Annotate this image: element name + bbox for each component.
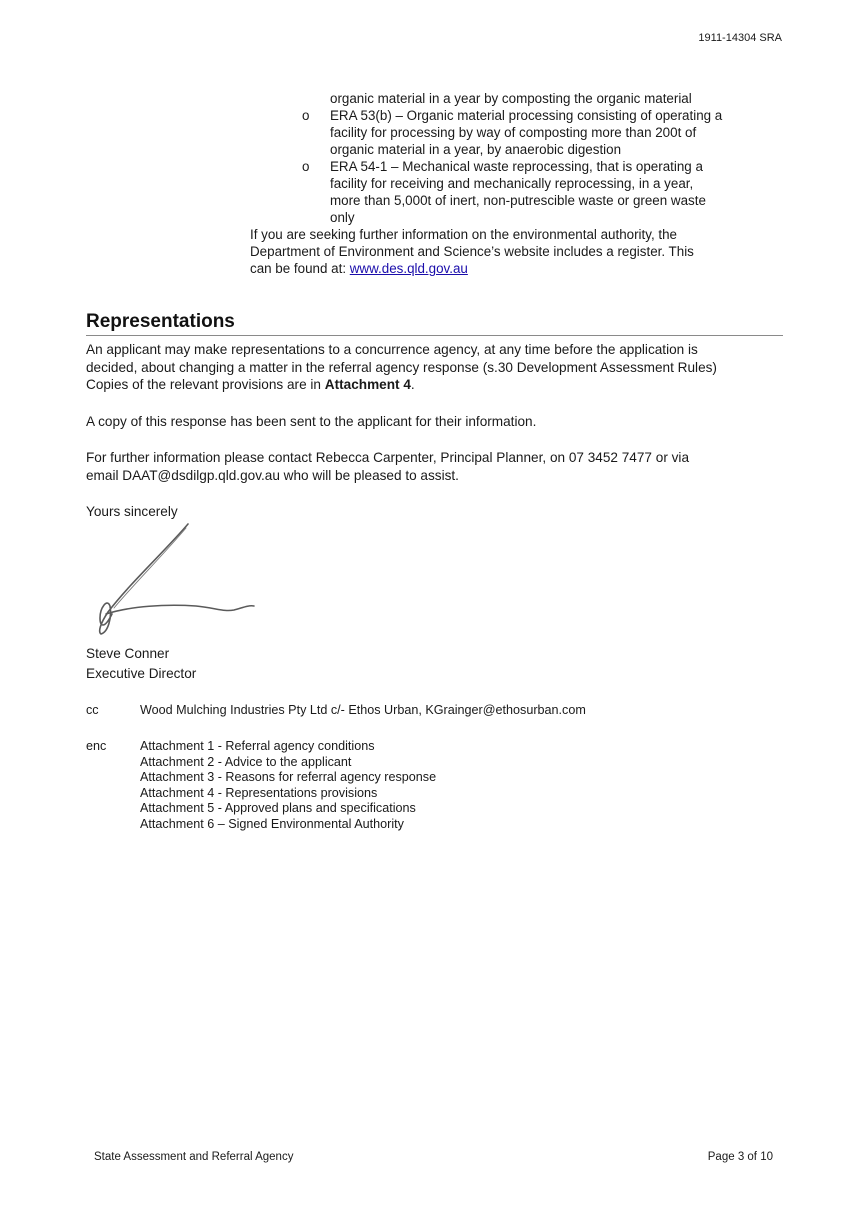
signature-image [86, 520, 266, 645]
list-item: Attachment 5 - Approved plans and specifications [140, 801, 416, 815]
list-item: Attachment 4 - Representations provisions [140, 785, 378, 800]
enc-label: enc [86, 739, 107, 753]
paragraph-line: For further information please contact Rebecca Carpenter, Principal Planner, on 07 3452 7477 or via [86, 450, 690, 465]
attachment-reference: Attachment 4 [324, 377, 411, 392]
representations-paragraph [86, 341, 786, 394]
signer-block [86, 644, 196, 684]
era-54-1-line: more than 5,000t of inert, non-putrescible waste or green waste [330, 193, 706, 208]
list-item: Attachment 6 – Signed Environmental Authority [140, 816, 404, 831]
register-info-line: Department of Environment and Science’s website includes a register. This [250, 244, 694, 259]
closing-salutation: Yours sincerely [86, 504, 178, 519]
document-reference: 1911-14304 SRA [698, 32, 782, 44]
era-54-1-line: ERA 54-1 – Mechanical waste reprocessing, that is operating a [330, 159, 703, 174]
bullet-marker: o [302, 159, 310, 174]
representations-heading: Representations [86, 311, 783, 336]
list-item: Attachment 1 - Referral agency conditions [140, 739, 375, 753]
era-lead-line: organic material in a year by composting the organic material [330, 91, 692, 106]
list-item: Attachment 3 - Reasons for referral agency response [140, 770, 437, 784]
signer-title: Executive Director [86, 666, 197, 681]
cc-label: cc [86, 703, 99, 717]
des-website-link[interactable]: www.des.qld.gov.au [349, 261, 468, 276]
signer-name: Steve Conner [86, 646, 170, 661]
register-info-line: can be found at: www.des.qld.gov.au [250, 261, 468, 276]
list-item: Attachment 2 - Advice to the applicant [140, 754, 352, 769]
register-info-paragraph [250, 226, 780, 277]
representations-body [86, 341, 786, 521]
era-list-continuation [250, 90, 780, 277]
paragraph-line: decided, about changing a matter in the referral agency response (s.30 Development Assessment Rules) [86, 359, 717, 375]
copy-notice-paragraph: A copy of this response has been sent to the applicant for their information. [86, 413, 537, 429]
era-54-1-line: facility for receiving and mechanically reprocessing, in a year, [330, 176, 694, 191]
paragraph-line: An applicant may make representations to a concurrence agency, at any time before the application is [86, 342, 698, 357]
register-info-line: If you are seeking further information on the environmental authority, the [250, 227, 678, 242]
era-53b-line: organic material in a year, by anaerobic digestion [330, 142, 622, 157]
paragraph-line: Copies of the relevant provisions are in Attachment 4. [86, 377, 415, 392]
enclosure-list [140, 739, 436, 832]
era-54-1-line: only [330, 210, 355, 225]
era-53b-line: facility for processing by way of composting more than 200t of [330, 125, 697, 140]
list-item [250, 107, 780, 158]
contact-paragraph [86, 449, 786, 484]
footer-agency: State Assessment and Referral Agency [94, 1151, 294, 1163]
paragraph-line: email DAAT@dsdilgp.qld.gov.au who will be pleased to assist. [86, 467, 459, 483]
cc-recipient: Wood Mulching Industries Pty Ltd c/- Ethos Urban, KGrainger@ethosurban.com [140, 703, 586, 717]
era-53b-line: ERA 53(b) – Organic material processing consisting of operating a [330, 108, 723, 123]
bullet-marker: o [302, 108, 310, 123]
list-item [250, 158, 780, 226]
page-number: Page 3 of 10 [707, 1151, 773, 1163]
